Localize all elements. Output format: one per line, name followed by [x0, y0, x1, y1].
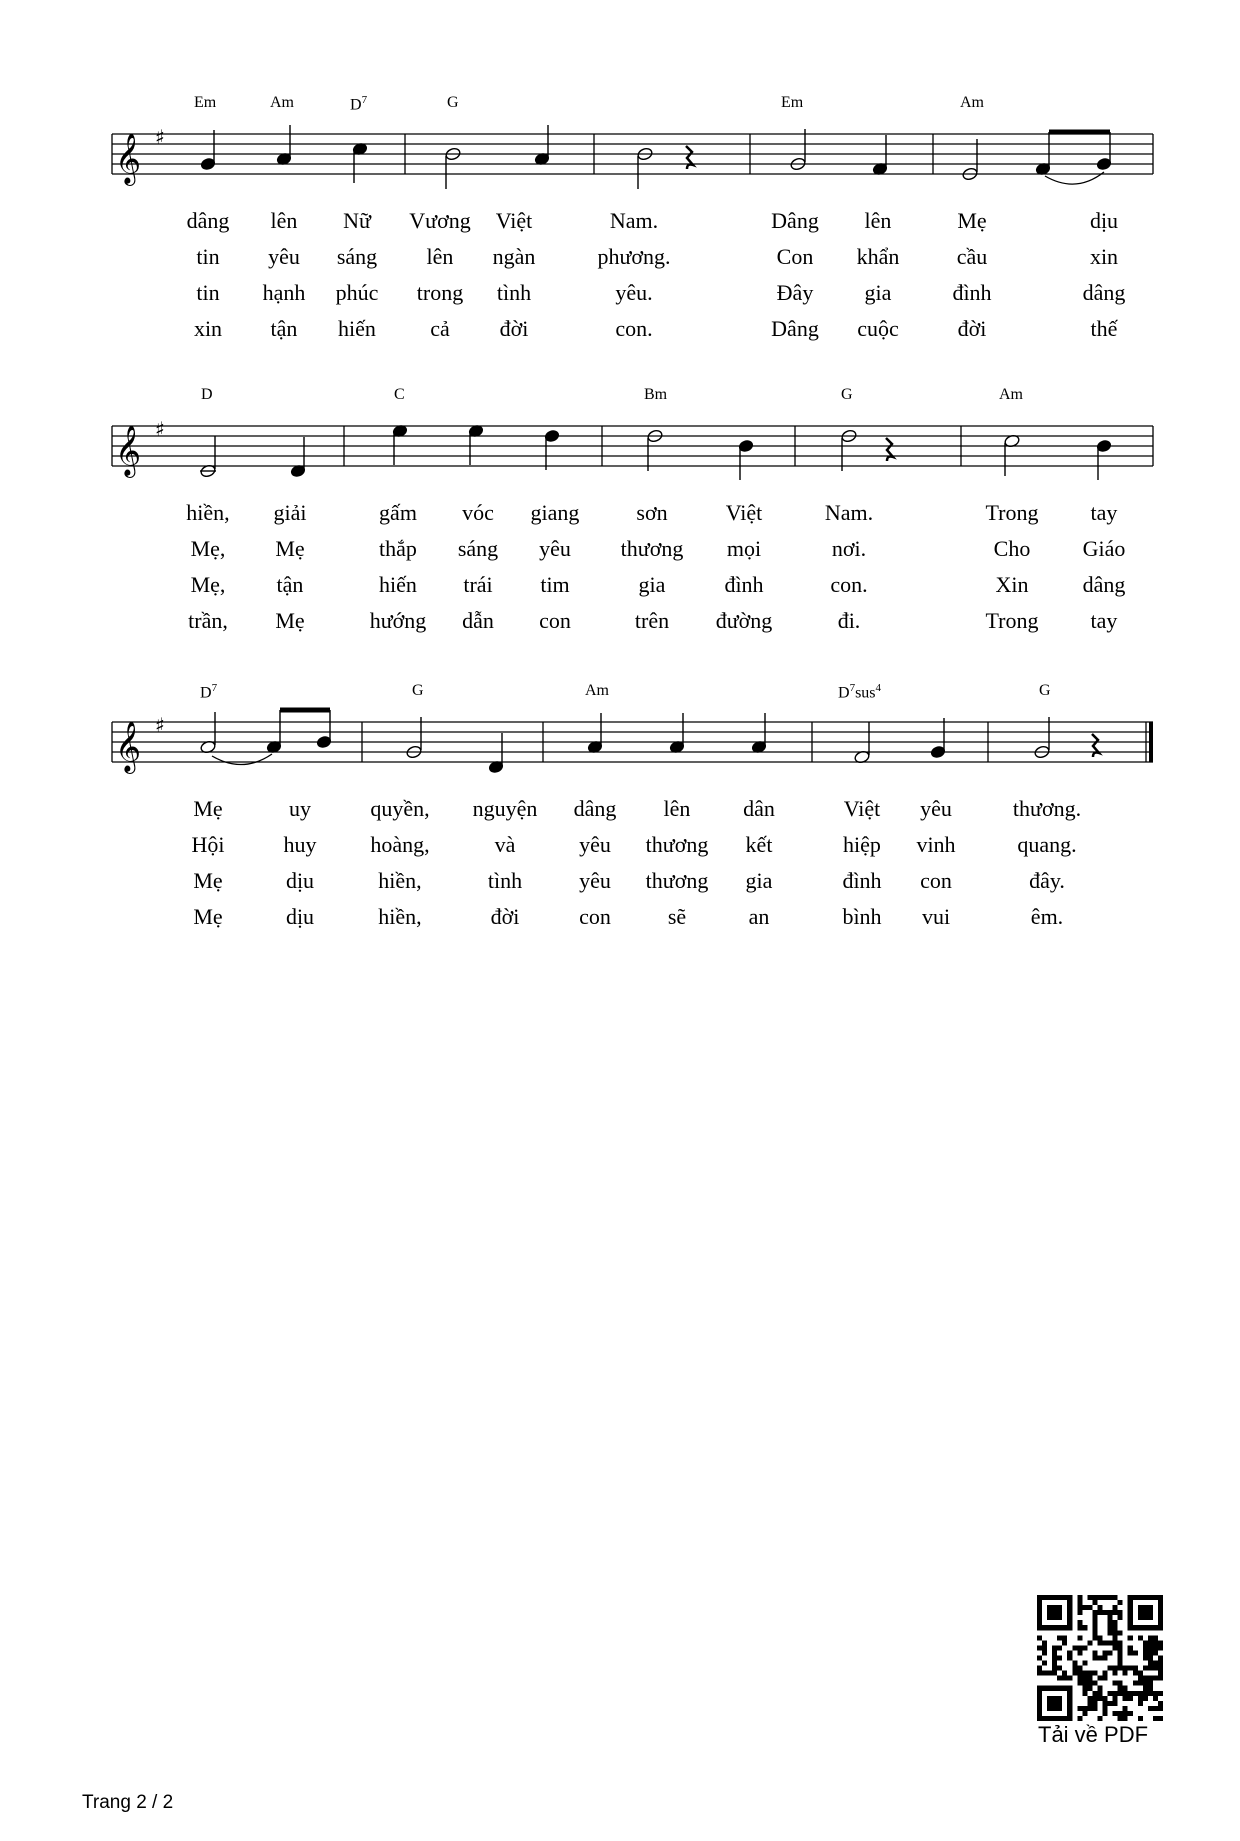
lyric-syllable: thương: [645, 868, 709, 893]
lyric-syllable: dâng: [1082, 572, 1126, 597]
lyric-syllable: Mẹ,: [190, 572, 226, 597]
lyric-syllable: hạnh: [262, 280, 306, 305]
lyric-syllable: đời: [957, 316, 987, 341]
lyric-syllable: dịu: [285, 904, 315, 929]
chord-am: Am: [585, 682, 609, 699]
lyric-syllable: dẫn: [462, 608, 494, 633]
lyric-syllable: gia: [638, 572, 666, 597]
lyric-syllable: sơn: [636, 500, 668, 525]
key-signature-sharp-icon: [155, 713, 165, 737]
lyric-syllable: tận: [270, 316, 298, 341]
quarter-rest-icon: [886, 438, 893, 461]
lyric-syllable: gia: [864, 280, 892, 305]
lyric-syllable: gia: [745, 868, 773, 893]
lyric-syllable: Việt: [495, 208, 533, 233]
lyric-syllable: đình: [842, 868, 882, 893]
lyric-syllable: giang: [530, 500, 580, 525]
page-number: Trang 2 / 2: [82, 1792, 174, 1813]
lyric-syllable: Nữ: [343, 208, 371, 233]
lyric-syllable: tim: [540, 572, 570, 597]
lyric-syllable: dâng: [186, 208, 230, 233]
lyric-syllable: hiệp: [843, 832, 881, 857]
lyric-syllable: cả: [430, 316, 450, 341]
lyric-syllable: Mẹ: [193, 868, 223, 893]
lyric-syllable: gấm: [379, 500, 417, 525]
lyric-syllable: yêu: [268, 244, 300, 269]
lyric-syllable: hiền,: [186, 500, 230, 525]
lyric-syllable: quang.: [1017, 832, 1077, 857]
lyric-syllable: quyền,: [370, 796, 430, 821]
lyric-syllable: cuộc: [857, 316, 899, 341]
lyric-syllable: an: [748, 904, 770, 929]
lyric-syllable: Việt: [725, 500, 763, 525]
lyric-syllable: kết: [745, 832, 773, 857]
lyric-syllable: và: [494, 832, 516, 857]
lyric-syllable: Giáo: [1082, 536, 1126, 561]
svg-text:♯: ♯: [155, 125, 165, 149]
lyric-syllable: Mẹ,: [190, 536, 226, 561]
lyric-syllable: yêu.: [615, 280, 653, 305]
qr-code-icon[interactable]: [1037, 1595, 1163, 1721]
lyric-syllable: đời: [490, 904, 520, 929]
lyric-syllable: tình: [496, 280, 532, 305]
chord-em: Em: [194, 94, 217, 111]
lyric-syllable: lên: [270, 208, 298, 233]
chord-d7: $D^7$: [350, 94, 368, 114]
quarter-rest-icon: [686, 146, 693, 169]
lyric-syllable: tin: [196, 244, 220, 269]
lyric-syllable: tận: [276, 572, 304, 597]
lyric-syllable: thương: [645, 832, 709, 857]
lyric-syllable: con.: [830, 572, 868, 597]
lyric-syllable: tình: [487, 868, 523, 893]
lyric-syllable: bình: [842, 904, 882, 929]
lyric-syllable: đường: [715, 608, 773, 633]
lyric-syllable: yêu: [579, 868, 611, 893]
lyric-syllable: đình: [724, 572, 764, 597]
lyric-syllable: khẩn: [856, 244, 900, 269]
lyric-syllable: xin: [193, 316, 223, 341]
quarter-rest-icon: [1092, 734, 1099, 757]
lyric-syllable: hiến: [379, 572, 417, 597]
lyric-syllable: con.: [615, 316, 653, 341]
lyric-syllable: hiền,: [378, 904, 422, 929]
lyric-syllable: Trong: [985, 500, 1039, 525]
lyric-syllable: Vương: [409, 208, 471, 233]
lyric-syllable: hoàng,: [370, 832, 430, 857]
lyric-syllable: trên: [634, 608, 670, 633]
chord-g: G: [1039, 682, 1051, 699]
lyric-syllable: Trong: [985, 608, 1039, 633]
lyric-syllable: đây.: [1029, 868, 1065, 893]
lyric-syllable: dâng: [1082, 280, 1126, 305]
lyric-syllable: huy: [283, 832, 317, 857]
lyric-syllable: Cho: [993, 536, 1031, 561]
chord-d: D: [201, 386, 213, 403]
lyric-syllable: yêu: [539, 536, 571, 561]
svg-text:𝄞: 𝄞: [115, 133, 142, 184]
lyric-syllable: Dâng: [771, 316, 819, 341]
lyric-syllable: ngàn: [492, 244, 536, 269]
chord-am: Am: [960, 94, 984, 111]
treble-clef-icon: [115, 721, 141, 774]
lyric-syllable: trần,: [188, 608, 228, 633]
lyric-syllable: dịu: [1089, 208, 1119, 233]
lyric-syllable: xin: [1089, 244, 1119, 269]
lyric-syllable: thương.: [1012, 796, 1082, 821]
svg-text:𝄞: 𝄞: [115, 721, 142, 772]
chord-c: C: [394, 386, 405, 403]
lyric-syllable: con: [920, 868, 952, 893]
lyric-syllable: nguyện: [472, 796, 538, 821]
lyric-syllable: con: [539, 608, 571, 633]
chord-g: G: [841, 386, 853, 403]
notes-measures-system-2: [200, 424, 1112, 480]
svg-text:𝄞: 𝄞: [115, 425, 142, 476]
chord-d7: $D^7$: [200, 682, 218, 702]
chord-g: G: [412, 682, 424, 699]
notes-measure-3: [637, 146, 693, 189]
lyric-syllable: dân: [743, 796, 775, 821]
chord-d7sus4: $D^7sus^4$: [838, 682, 882, 702]
lyric-syllable: phương.: [597, 244, 671, 269]
lyric-syllable: con: [579, 904, 611, 929]
lyric-syllable: yêu: [920, 796, 952, 821]
staff-system-1: [0, 0, 1240, 200]
lyric-syllable: trái: [463, 572, 493, 597]
staff-system-3: [0, 588, 1240, 788]
chord-am: Am: [270, 94, 294, 111]
lyric-syllable: cầu: [956, 244, 988, 269]
lyric-syllable: Hội: [191, 832, 225, 857]
chord-em: Em: [781, 94, 804, 111]
lyric-syllable: uy: [289, 796, 311, 821]
svg-text:♯: ♯: [155, 417, 165, 441]
lyric-syllable: yêu: [579, 832, 611, 857]
lyric-syllable: Nam.: [824, 500, 874, 525]
lyric-syllable: sáng: [336, 244, 378, 269]
lyric-syllable: hướng: [369, 608, 427, 633]
lyric-syllable: Xin: [995, 572, 1029, 597]
lyric-syllable: êm.: [1030, 904, 1064, 929]
lyric-syllable: vinh: [916, 832, 956, 857]
lyric-syllable: tay: [1090, 608, 1118, 633]
lyric-syllable: lên: [663, 796, 691, 821]
lyric-syllable: Mẹ: [193, 904, 223, 929]
lyric-syllable: dâng: [573, 796, 617, 821]
key-signature-sharp-icon: [155, 417, 165, 441]
lyric-syllable: Mẹ: [275, 608, 305, 633]
lyric-syllable: hiền,: [378, 868, 422, 893]
lyric-syllable: sáng: [457, 536, 499, 561]
chord-g: G: [447, 94, 459, 111]
lyric-syllable: Mẹ: [193, 796, 223, 821]
lyric-syllable: Mẹ: [957, 208, 987, 233]
download-pdf-link[interactable]: Tải về PDF: [1038, 1722, 1149, 1747]
lyric-syllable: vóc: [462, 500, 494, 525]
treble-clef-icon: [115, 425, 141, 478]
key-signature-sharp-icon: [155, 125, 165, 149]
treble-clef-icon: [115, 133, 141, 186]
lyric-syllable: đi.: [837, 608, 861, 633]
chord-bm: Bm: [644, 386, 668, 403]
lyric-syllable: sẽ: [667, 904, 687, 929]
lyric-syllable: vui: [921, 904, 951, 929]
notes-measure-5: [962, 132, 1112, 184]
lyric-syllable: phúc: [335, 280, 379, 305]
slur-icon: [212, 754, 272, 765]
lyric-syllable: giải: [273, 500, 307, 525]
chord-am: Am: [999, 386, 1023, 403]
lyric-syllable: lên: [864, 208, 892, 233]
lyric-syllable: Dâng: [771, 208, 819, 233]
lyric-syllable: đình: [952, 280, 992, 305]
lyric-syllable: hiến: [338, 316, 376, 341]
lyric-syllable: Con: [776, 244, 814, 269]
lyric-syllable: dịu: [285, 868, 315, 893]
lyric-syllable: Mẹ: [275, 536, 305, 561]
lyric-syllable: tay: [1090, 500, 1118, 525]
notes-measure-4: [790, 129, 888, 176]
lyric-syllable: Nam.: [609, 208, 659, 233]
lyric-syllable: nơi.: [831, 536, 867, 561]
svg-text:♯: ♯: [155, 713, 165, 737]
lyric-syllable: mọi: [726, 536, 762, 561]
lyric-syllable: thế: [1090, 316, 1118, 341]
lyric-syllable: tin: [196, 280, 220, 305]
lyric-syllable: lên: [426, 244, 454, 269]
lyric-syllable: trong: [416, 280, 464, 305]
lyric-syllable: Đây: [776, 280, 814, 305]
lyric-syllable: đời: [499, 316, 529, 341]
lyric-syllable: thắp: [379, 536, 417, 561]
lyric-syllable: thương: [620, 536, 684, 561]
lyric-syllable: Việt: [843, 796, 881, 821]
